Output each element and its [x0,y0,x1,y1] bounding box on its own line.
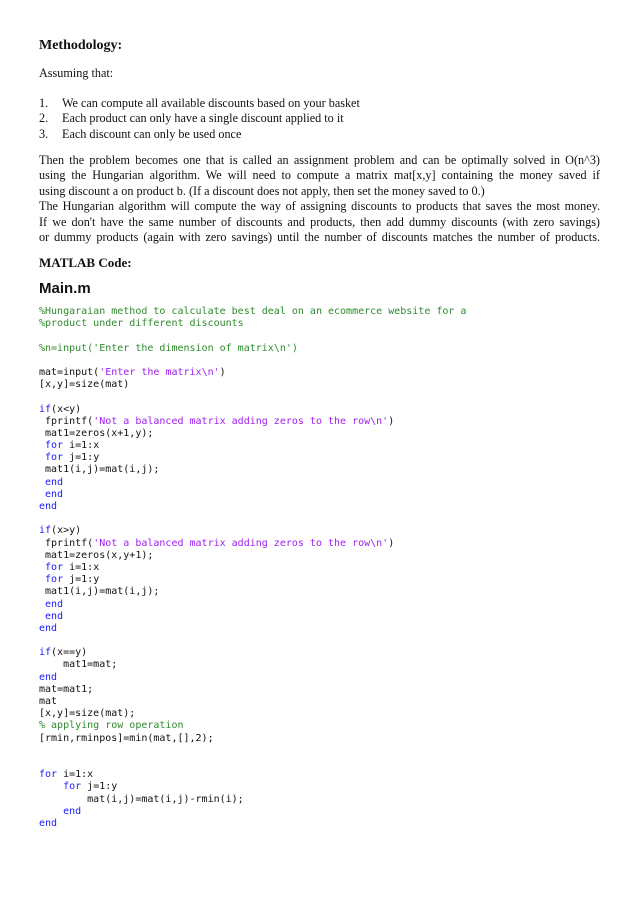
code-line: %Hungaraian method to calculate best deal on an ecommerce website for a [39,306,467,317]
code-line: end [39,598,64,610]
code-line: end [39,622,58,634]
list-item: 2. Each product can only have a single discount applied to it [39,111,344,126]
file-title: Main.m [39,280,91,297]
code-line: if(x<y) [39,403,82,415]
code-line: end [39,805,82,817]
list-item: 1. We can compute all available discounts based on your basket [39,96,360,110]
code-line [39,635,466,647]
code-line: mat1=zeros(x+1,y); [39,427,154,439]
code-line: end [39,488,64,500]
code-line: for j=1:y [63,781,118,793]
code-line: for i=1:x [45,561,100,573]
code-line: mat(i,j)=mat(i,j)-rmin(i); [39,793,244,805]
code-line: if(x>y) [39,525,82,537]
code-line: mat=mat1; [39,683,94,695]
code-line [39,391,466,403]
code-line: for i=1:x [39,769,94,781]
code-line: end [39,501,58,512]
code-line: % applying row operation [39,720,184,732]
code-line: fprintf('Not a balanced matrix adding zeros to the row\n') [39,415,395,427]
code-line [39,355,466,367]
code-line: [rmin,rminpos]=min(mat,[],2); [39,732,214,744]
code-line: mat1=mat; [39,659,118,671]
code-line: for j=1:y [45,574,100,586]
code-block [39,306,466,830]
code-line: [x,y]=size(mat) [39,379,130,391]
code-line [39,745,466,757]
assumptions-list [39,96,360,142]
code-line: fprintf('Not a balanced matrix adding zeros to the row\n') [39,537,395,549]
code-line: mat1=zeros(x,y+1); [39,549,154,561]
code-line: end [39,610,64,622]
assignment-paragraph: Then the problem becomes one that is called an assignment problem and can be optimally solved in O(n^3) using the Hungarian algorithm. We will need to compute a matrix mat[x,y] containing the money saved if using discount a on product b. (If a discount does not apply, then set the money saved to 0.) The Hungarian algorithm will compute the way of assigning discounts to products that saves the most money. If we don't have the same number of discounts and products, then add dummy discounts (with zero savings) or dummy products (again with zero savings) until the number of discounts matches the number of products. [39,153,600,245]
code-line: mat [39,696,58,707]
matlab-code-heading: MATLAB Code: [39,255,132,270]
code-line: %n=input('Enter the dimension of matrix\n') [39,342,298,354]
code-line [39,330,466,342]
code-line: mat1(i,j)=mat(i,j); [39,586,160,598]
code-line: if(x==y) [39,647,88,659]
code-line [39,757,466,769]
assuming-text: Assuming that: [39,66,114,80]
code-line: end [39,817,58,829]
code-line [39,513,466,525]
methodology-heading: Methodology: [39,38,123,53]
code-line: mat=input('Enter the matrix\n') [39,366,226,378]
code-line: for i=1:x [45,440,100,452]
code-line: end [39,671,58,683]
code-line: end [39,476,64,488]
code-line: for j=1:y [45,452,100,464]
code-line: %product under different discounts [39,318,244,330]
list-item: 3. Each discount can only be used once [39,126,242,141]
code-line: mat1(i,j)=mat(i,j); [39,464,160,476]
code-line: [x,y]=size(mat); [39,708,136,720]
